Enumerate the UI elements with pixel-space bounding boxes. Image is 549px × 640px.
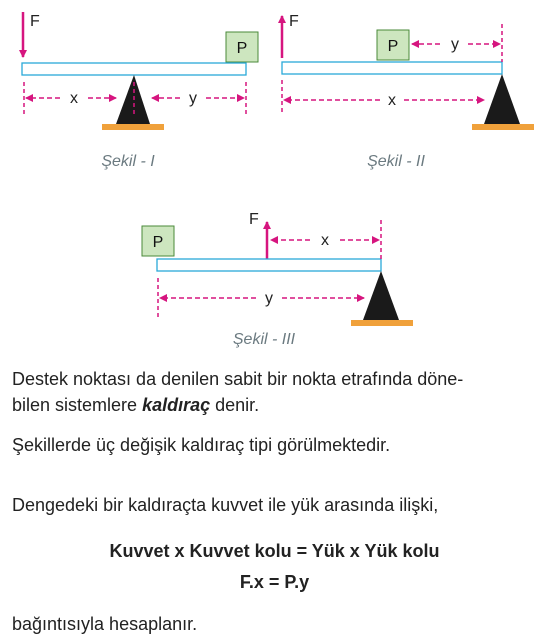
fulcrum-base-3 bbox=[351, 320, 413, 326]
para1-line2-start: bilen sistemlere bbox=[12, 395, 143, 415]
para1-line1: Destek noktası da denilen sabit bir nokta etrafında döne- bbox=[12, 369, 464, 389]
caption-1: Şekil - I bbox=[101, 153, 155, 170]
figure-2 bbox=[282, 13, 534, 170]
force-label-3: F bbox=[249, 211, 259, 228]
lever-beam-3 bbox=[157, 259, 381, 271]
formula-symbols: F.x = P.y bbox=[239, 572, 310, 592]
fulcrum-base-2 bbox=[472, 124, 534, 130]
caption-2: Şekil - II bbox=[367, 153, 425, 170]
fulcrum-2 bbox=[484, 74, 520, 124]
fulcrum-1 bbox=[116, 75, 150, 124]
dim-x-3: x bbox=[321, 232, 329, 249]
load-label-1: P bbox=[236, 40, 248, 57]
dim-x-2: x bbox=[388, 92, 396, 109]
force-label-2: F bbox=[289, 13, 299, 30]
para1-end: denir. bbox=[210, 395, 260, 415]
paragraph-types: Şekillerde üç değişik kaldıraç tipi görülmektedir. bbox=[12, 435, 391, 455]
caption-3: Şekil - III bbox=[232, 331, 296, 348]
fulcrum-base-1 bbox=[102, 124, 164, 130]
paragraph-relation: Dengedeki bir kaldıraçta kuvvet ile yük arasında ilişki, bbox=[12, 495, 439, 515]
term-kaldirac: kaldıraç bbox=[142, 395, 211, 415]
fulcrum-3 bbox=[363, 271, 399, 320]
figure-3 bbox=[142, 211, 413, 348]
paragraph-conclusion: bağıntısıyla hesaplanır. bbox=[12, 614, 198, 634]
load-label-3: P bbox=[152, 234, 164, 251]
dim-x-1: x bbox=[70, 90, 78, 107]
dim-y-1: y bbox=[189, 90, 197, 107]
paragraph-definition bbox=[12, 366, 542, 418]
figure-1 bbox=[22, 12, 258, 170]
formula-words: Kuvvet x Kuvvet kolu = Yük x Yük kolu bbox=[109, 541, 440, 561]
lever-beam-2 bbox=[282, 62, 502, 74]
load-label-2: P bbox=[387, 38, 399, 55]
force-label-1: F bbox=[30, 13, 40, 30]
lever-beam-1 bbox=[22, 63, 246, 75]
dim-y-2: y bbox=[451, 36, 459, 53]
dim-y-3: y bbox=[265, 290, 273, 307]
